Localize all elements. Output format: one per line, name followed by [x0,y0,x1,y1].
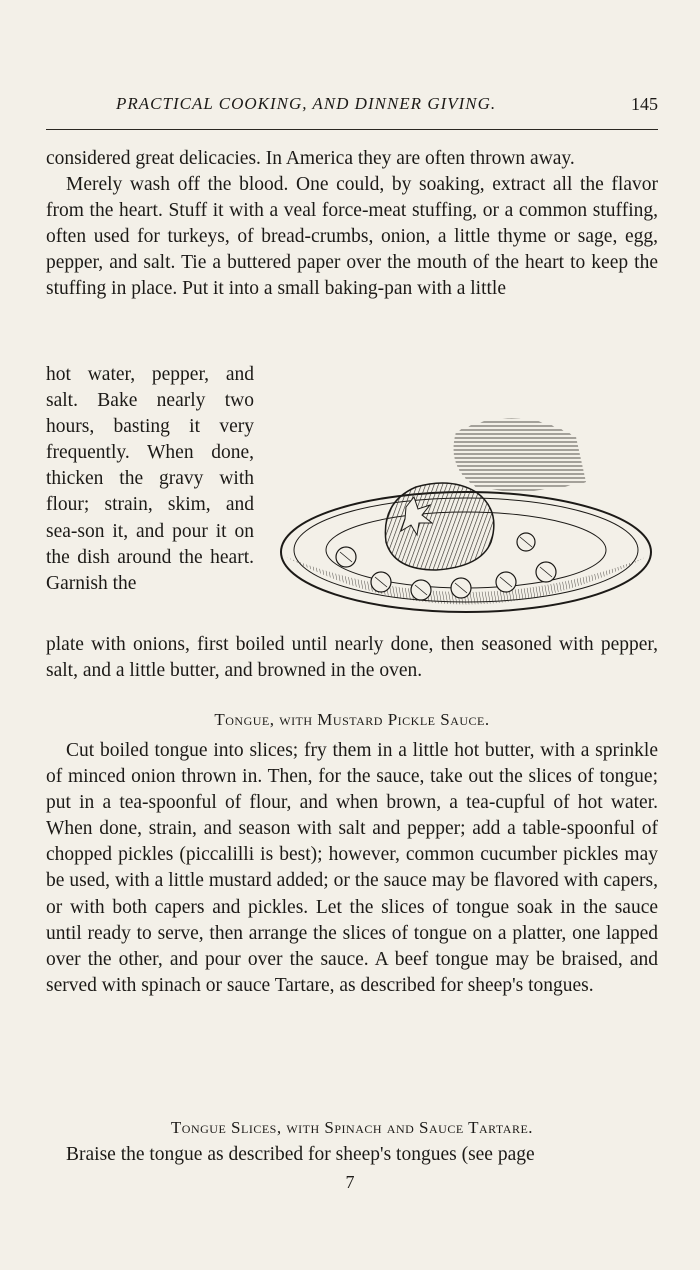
page-header [46,90,658,120]
paragraph-tongue-mustard: Cut boiled tongue into slices; fry them in a little hot butter, with a sprinkle of minced onion thrown in. Then, for the sauce, take out the slices of tongue; put in a tea-spoonful of flour, and when brown, a tea-cupful of hot water. When done, strain, and season with salt and pepper; add a table-spoonful of chopped pickles (piccalilli is best); however, common cucumber pickles may be used, with a little mustard added; or the sauce may be flavored with capers, or with both capers and pickles. Let the slices of tongue soak in the sauce until ready to serve, then arrange the slices of tongue on a platter, one lapped over the other, and pour over the sauce. A beef tongue may be braised, and served with spinach or sauce Tartare, as described for sheep's tongues. [46,740,658,996]
running-title: PRACTICAL COOKING, AND DINNER GIVING. [116,94,497,113]
text-block-intro [46,146,658,303]
stuffed-heart-engraving [276,392,666,627]
paragraph-heart: Merely wash off the blood. One could, by soaking, extract all the flavor from the heart. Stuff it with a veal force-meat stuffing, or a common stuffing, often used for turkeys, of bread-crumbs, onion, a little thyme or sage, egg, pepper, and salt. Tie a buttered paper over the mouth of the heart to keep the stuffing in place. Put it into a small baking-pan with a little [46,174,658,300]
recipe-heading-tongue-spinach: Tongue Slices, with Spinach and Sauce Tartare. [170,1118,534,1137]
paragraph-continued: considered great delicacies. In America they are often thrown away. [46,148,575,169]
signature-mark: 7 [345,1172,355,1192]
text-block-garnish [46,632,658,684]
text-block-tongue-mustard [46,738,658,999]
header-rule [46,129,658,130]
paragraph-tongue-spinach: Braise the tongue as described for sheep's tongues (see page [66,1144,535,1165]
wrapped-paragraph: hot water, pepper, and salt. Bake nearly two hours, basting it very frequently. When done, thicken the gravy with flour; strain, skim, and sea-son it, and pour it on the dish around the heart. Garnish the [46,364,254,594]
illustrated-section [46,362,658,632]
paragraph-garnish: plate with onions, first boiled until nearly done, then seasoned with pepper, salt, and a little butter, and browned in the oven. [46,634,658,682]
text-block-tongue-spinach [46,1142,658,1168]
recipe-heading-tongue-mustard: Tongue, with Mustard Pickle Sauce. [214,710,490,729]
page-number: 145 [631,94,658,114]
